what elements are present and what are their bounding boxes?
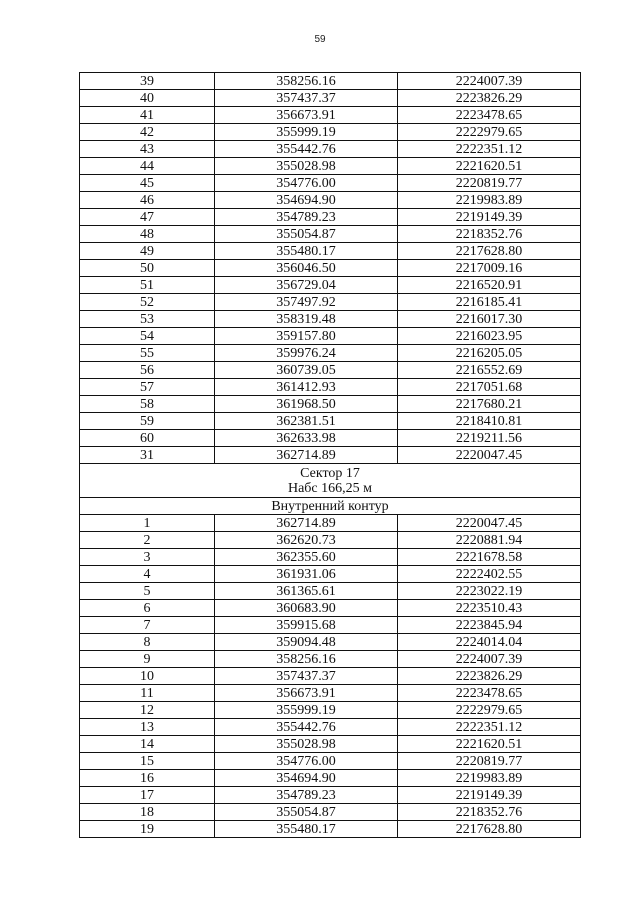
y-coordinate-cell: 2217051.68 — [398, 379, 581, 396]
table-row — [80, 345, 581, 362]
point-number-cell: 39 — [80, 73, 215, 90]
x-coordinate-cell: 355999.19 — [215, 702, 398, 719]
table-row — [80, 549, 581, 566]
y-coordinate-cell: 2223510.43 — [398, 600, 581, 617]
table-row — [80, 447, 581, 464]
point-number-cell: 58 — [80, 396, 215, 413]
point-number-cell: 57 — [80, 379, 215, 396]
point-number-cell: 40 — [80, 90, 215, 107]
table-row — [80, 515, 581, 532]
x-coordinate-cell: 362714.89 — [215, 447, 398, 464]
x-coordinate-cell: 359094.48 — [215, 634, 398, 651]
y-coordinate-cell: 2223826.29 — [398, 90, 581, 107]
x-coordinate-cell: 358256.16 — [215, 651, 398, 668]
point-number-cell: 50 — [80, 260, 215, 277]
table-row — [80, 243, 581, 260]
table-row — [80, 651, 581, 668]
point-number-cell: 55 — [80, 345, 215, 362]
point-number-cell: 3 — [80, 549, 215, 566]
table-row — [80, 532, 581, 549]
coordinates-table — [79, 72, 581, 838]
point-number-cell: 19 — [80, 821, 215, 838]
point-number-cell: 45 — [80, 175, 215, 192]
page-number: 59 — [314, 34, 326, 45]
y-coordinate-cell: 2216023.95 — [398, 328, 581, 345]
x-coordinate-cell: 355999.19 — [215, 124, 398, 141]
y-coordinate-cell: 2222351.12 — [398, 141, 581, 158]
point-number-cell: 31 — [80, 447, 215, 464]
table-row — [80, 141, 581, 158]
y-coordinate-cell: 2223478.65 — [398, 685, 581, 702]
y-coordinate-cell: 2219149.39 — [398, 787, 581, 804]
y-coordinate-cell: 2222402.55 — [398, 566, 581, 583]
y-coordinate-cell: 2223845.94 — [398, 617, 581, 634]
x-coordinate-cell: 356046.50 — [215, 260, 398, 277]
table-row — [80, 158, 581, 175]
y-coordinate-cell: 2219211.56 — [398, 430, 581, 447]
x-coordinate-cell: 362714.89 — [215, 515, 398, 532]
y-coordinate-cell: 2224014.04 — [398, 634, 581, 651]
y-coordinate-cell: 2220819.77 — [398, 753, 581, 770]
table-row — [80, 124, 581, 141]
table-row — [80, 736, 581, 753]
x-coordinate-cell: 356673.91 — [215, 107, 398, 124]
point-number-cell: 17 — [80, 787, 215, 804]
x-coordinate-cell: 354694.90 — [215, 770, 398, 787]
sector-height: Набс 166,25 м — [287, 480, 373, 496]
y-coordinate-cell: 2220047.45 — [398, 447, 581, 464]
point-number-cell: 54 — [80, 328, 215, 345]
y-coordinate-cell: 2223022.19 — [398, 583, 581, 600]
table-row — [80, 804, 581, 821]
y-coordinate-cell: 2217628.80 — [398, 821, 581, 838]
sector-header-cell — [80, 464, 581, 498]
y-coordinate-cell: 2216552.69 — [398, 362, 581, 379]
y-coordinate-cell: 2224007.39 — [398, 651, 581, 668]
table-row — [80, 566, 581, 583]
table-row — [80, 787, 581, 804]
y-coordinate-cell: 2216205.05 — [398, 345, 581, 362]
contour-title: Внутренний контур — [80, 498, 581, 515]
point-number-cell: 7 — [80, 617, 215, 634]
table-row — [80, 311, 581, 328]
x-coordinate-cell: 359915.68 — [215, 617, 398, 634]
table-row — [80, 396, 581, 413]
sector-title: Сектор 17 — [300, 465, 360, 481]
point-number-cell: 8 — [80, 634, 215, 651]
y-coordinate-cell: 2219983.89 — [398, 192, 581, 209]
table-row — [80, 600, 581, 617]
x-coordinate-cell: 354776.00 — [215, 753, 398, 770]
point-number-cell: 60 — [80, 430, 215, 447]
x-coordinate-cell: 362355.60 — [215, 549, 398, 566]
y-coordinate-cell: 2224007.39 — [398, 73, 581, 90]
point-number-cell: 47 — [80, 209, 215, 226]
x-coordinate-cell: 360739.05 — [215, 362, 398, 379]
x-coordinate-cell: 362620.73 — [215, 532, 398, 549]
table-row — [80, 379, 581, 396]
x-coordinate-cell: 354789.23 — [215, 787, 398, 804]
y-coordinate-cell: 2223478.65 — [398, 107, 581, 124]
x-coordinate-cell: 356729.04 — [215, 277, 398, 294]
table-row — [80, 413, 581, 430]
x-coordinate-cell: 357437.37 — [215, 668, 398, 685]
table-row — [80, 209, 581, 226]
x-coordinate-cell: 361931.06 — [215, 566, 398, 583]
point-number-cell: 12 — [80, 702, 215, 719]
table-row — [80, 583, 581, 600]
point-number-cell: 14 — [80, 736, 215, 753]
table-row — [80, 226, 581, 243]
x-coordinate-cell: 362633.98 — [215, 430, 398, 447]
point-number-cell: 18 — [80, 804, 215, 821]
y-coordinate-cell: 2217628.80 — [398, 243, 581, 260]
table-row — [80, 719, 581, 736]
y-coordinate-cell: 2218352.76 — [398, 226, 581, 243]
x-coordinate-cell: 361968.50 — [215, 396, 398, 413]
point-number-cell: 48 — [80, 226, 215, 243]
y-coordinate-cell: 2219983.89 — [398, 770, 581, 787]
table-row — [80, 770, 581, 787]
point-number-cell: 1 — [80, 515, 215, 532]
table-row — [80, 668, 581, 685]
x-coordinate-cell: 359976.24 — [215, 345, 398, 362]
x-coordinate-cell: 362381.51 — [215, 413, 398, 430]
x-coordinate-cell: 355442.76 — [215, 141, 398, 158]
y-coordinate-cell: 2222979.65 — [398, 702, 581, 719]
table-row — [80, 430, 581, 447]
x-coordinate-cell: 354776.00 — [215, 175, 398, 192]
x-coordinate-cell: 361412.93 — [215, 379, 398, 396]
table-row — [80, 277, 581, 294]
point-number-cell: 6 — [80, 600, 215, 617]
point-number-cell: 51 — [80, 277, 215, 294]
coordinates-table-body — [80, 73, 581, 838]
table-row — [80, 328, 581, 345]
y-coordinate-cell: 2221620.51 — [398, 736, 581, 753]
y-coordinate-cell: 2217009.16 — [398, 260, 581, 277]
y-coordinate-cell: 2221678.58 — [398, 549, 581, 566]
point-number-cell: 49 — [80, 243, 215, 260]
x-coordinate-cell: 355480.17 — [215, 243, 398, 260]
sector-header-row — [80, 464, 581, 498]
table-row — [80, 685, 581, 702]
table-row — [80, 90, 581, 107]
point-number-cell: 46 — [80, 192, 215, 209]
point-number-cell: 41 — [80, 107, 215, 124]
point-number-cell: 9 — [80, 651, 215, 668]
y-coordinate-cell: 2218410.81 — [398, 413, 581, 430]
x-coordinate-cell: 360683.90 — [215, 600, 398, 617]
point-number-cell: 5 — [80, 583, 215, 600]
point-number-cell: 4 — [80, 566, 215, 583]
table-row — [80, 362, 581, 379]
table-row — [80, 107, 581, 124]
x-coordinate-cell: 361365.61 — [215, 583, 398, 600]
table-row — [80, 175, 581, 192]
point-number-cell: 11 — [80, 685, 215, 702]
point-number-cell: 13 — [80, 719, 215, 736]
y-coordinate-cell: 2222351.12 — [398, 719, 581, 736]
y-coordinate-cell: 2216185.41 — [398, 294, 581, 311]
y-coordinate-cell: 2220819.77 — [398, 175, 581, 192]
x-coordinate-cell: 355054.87 — [215, 226, 398, 243]
y-coordinate-cell: 2223826.29 — [398, 668, 581, 685]
point-number-cell: 59 — [80, 413, 215, 430]
contour-header-row — [80, 498, 581, 515]
y-coordinate-cell: 2222979.65 — [398, 124, 581, 141]
y-coordinate-cell: 2217680.21 — [398, 396, 581, 413]
point-number-cell: 52 — [80, 294, 215, 311]
x-coordinate-cell: 357437.37 — [215, 90, 398, 107]
table-row — [80, 192, 581, 209]
y-coordinate-cell: 2221620.51 — [398, 158, 581, 175]
y-coordinate-cell: 2216520.91 — [398, 277, 581, 294]
point-number-cell: 10 — [80, 668, 215, 685]
y-coordinate-cell: 2218352.76 — [398, 804, 581, 821]
x-coordinate-cell: 358319.48 — [215, 311, 398, 328]
point-number-cell: 43 — [80, 141, 215, 158]
table-row — [80, 634, 581, 651]
y-coordinate-cell: 2220047.45 — [398, 515, 581, 532]
x-coordinate-cell: 357497.92 — [215, 294, 398, 311]
x-coordinate-cell: 355054.87 — [215, 804, 398, 821]
table-row — [80, 617, 581, 634]
x-coordinate-cell: 356673.91 — [215, 685, 398, 702]
table-row — [80, 753, 581, 770]
x-coordinate-cell: 355480.17 — [215, 821, 398, 838]
y-coordinate-cell: 2216017.30 — [398, 311, 581, 328]
x-coordinate-cell: 359157.80 — [215, 328, 398, 345]
point-number-cell: 2 — [80, 532, 215, 549]
point-number-cell: 42 — [80, 124, 215, 141]
x-coordinate-cell: 354694.90 — [215, 192, 398, 209]
point-number-cell: 16 — [80, 770, 215, 787]
point-number-cell: 56 — [80, 362, 215, 379]
table-row — [80, 821, 581, 838]
point-number-cell: 53 — [80, 311, 215, 328]
point-number-cell: 44 — [80, 158, 215, 175]
y-coordinate-cell: 2220881.94 — [398, 532, 581, 549]
x-coordinate-cell: 354789.23 — [215, 209, 398, 226]
table-row — [80, 73, 581, 90]
point-number-cell: 15 — [80, 753, 215, 770]
x-coordinate-cell: 355028.98 — [215, 736, 398, 753]
table-row — [80, 294, 581, 311]
table-row — [80, 702, 581, 719]
x-coordinate-cell: 358256.16 — [215, 73, 398, 90]
x-coordinate-cell: 355028.98 — [215, 158, 398, 175]
x-coordinate-cell: 355442.76 — [215, 719, 398, 736]
table-row — [80, 260, 581, 277]
y-coordinate-cell: 2219149.39 — [398, 209, 581, 226]
